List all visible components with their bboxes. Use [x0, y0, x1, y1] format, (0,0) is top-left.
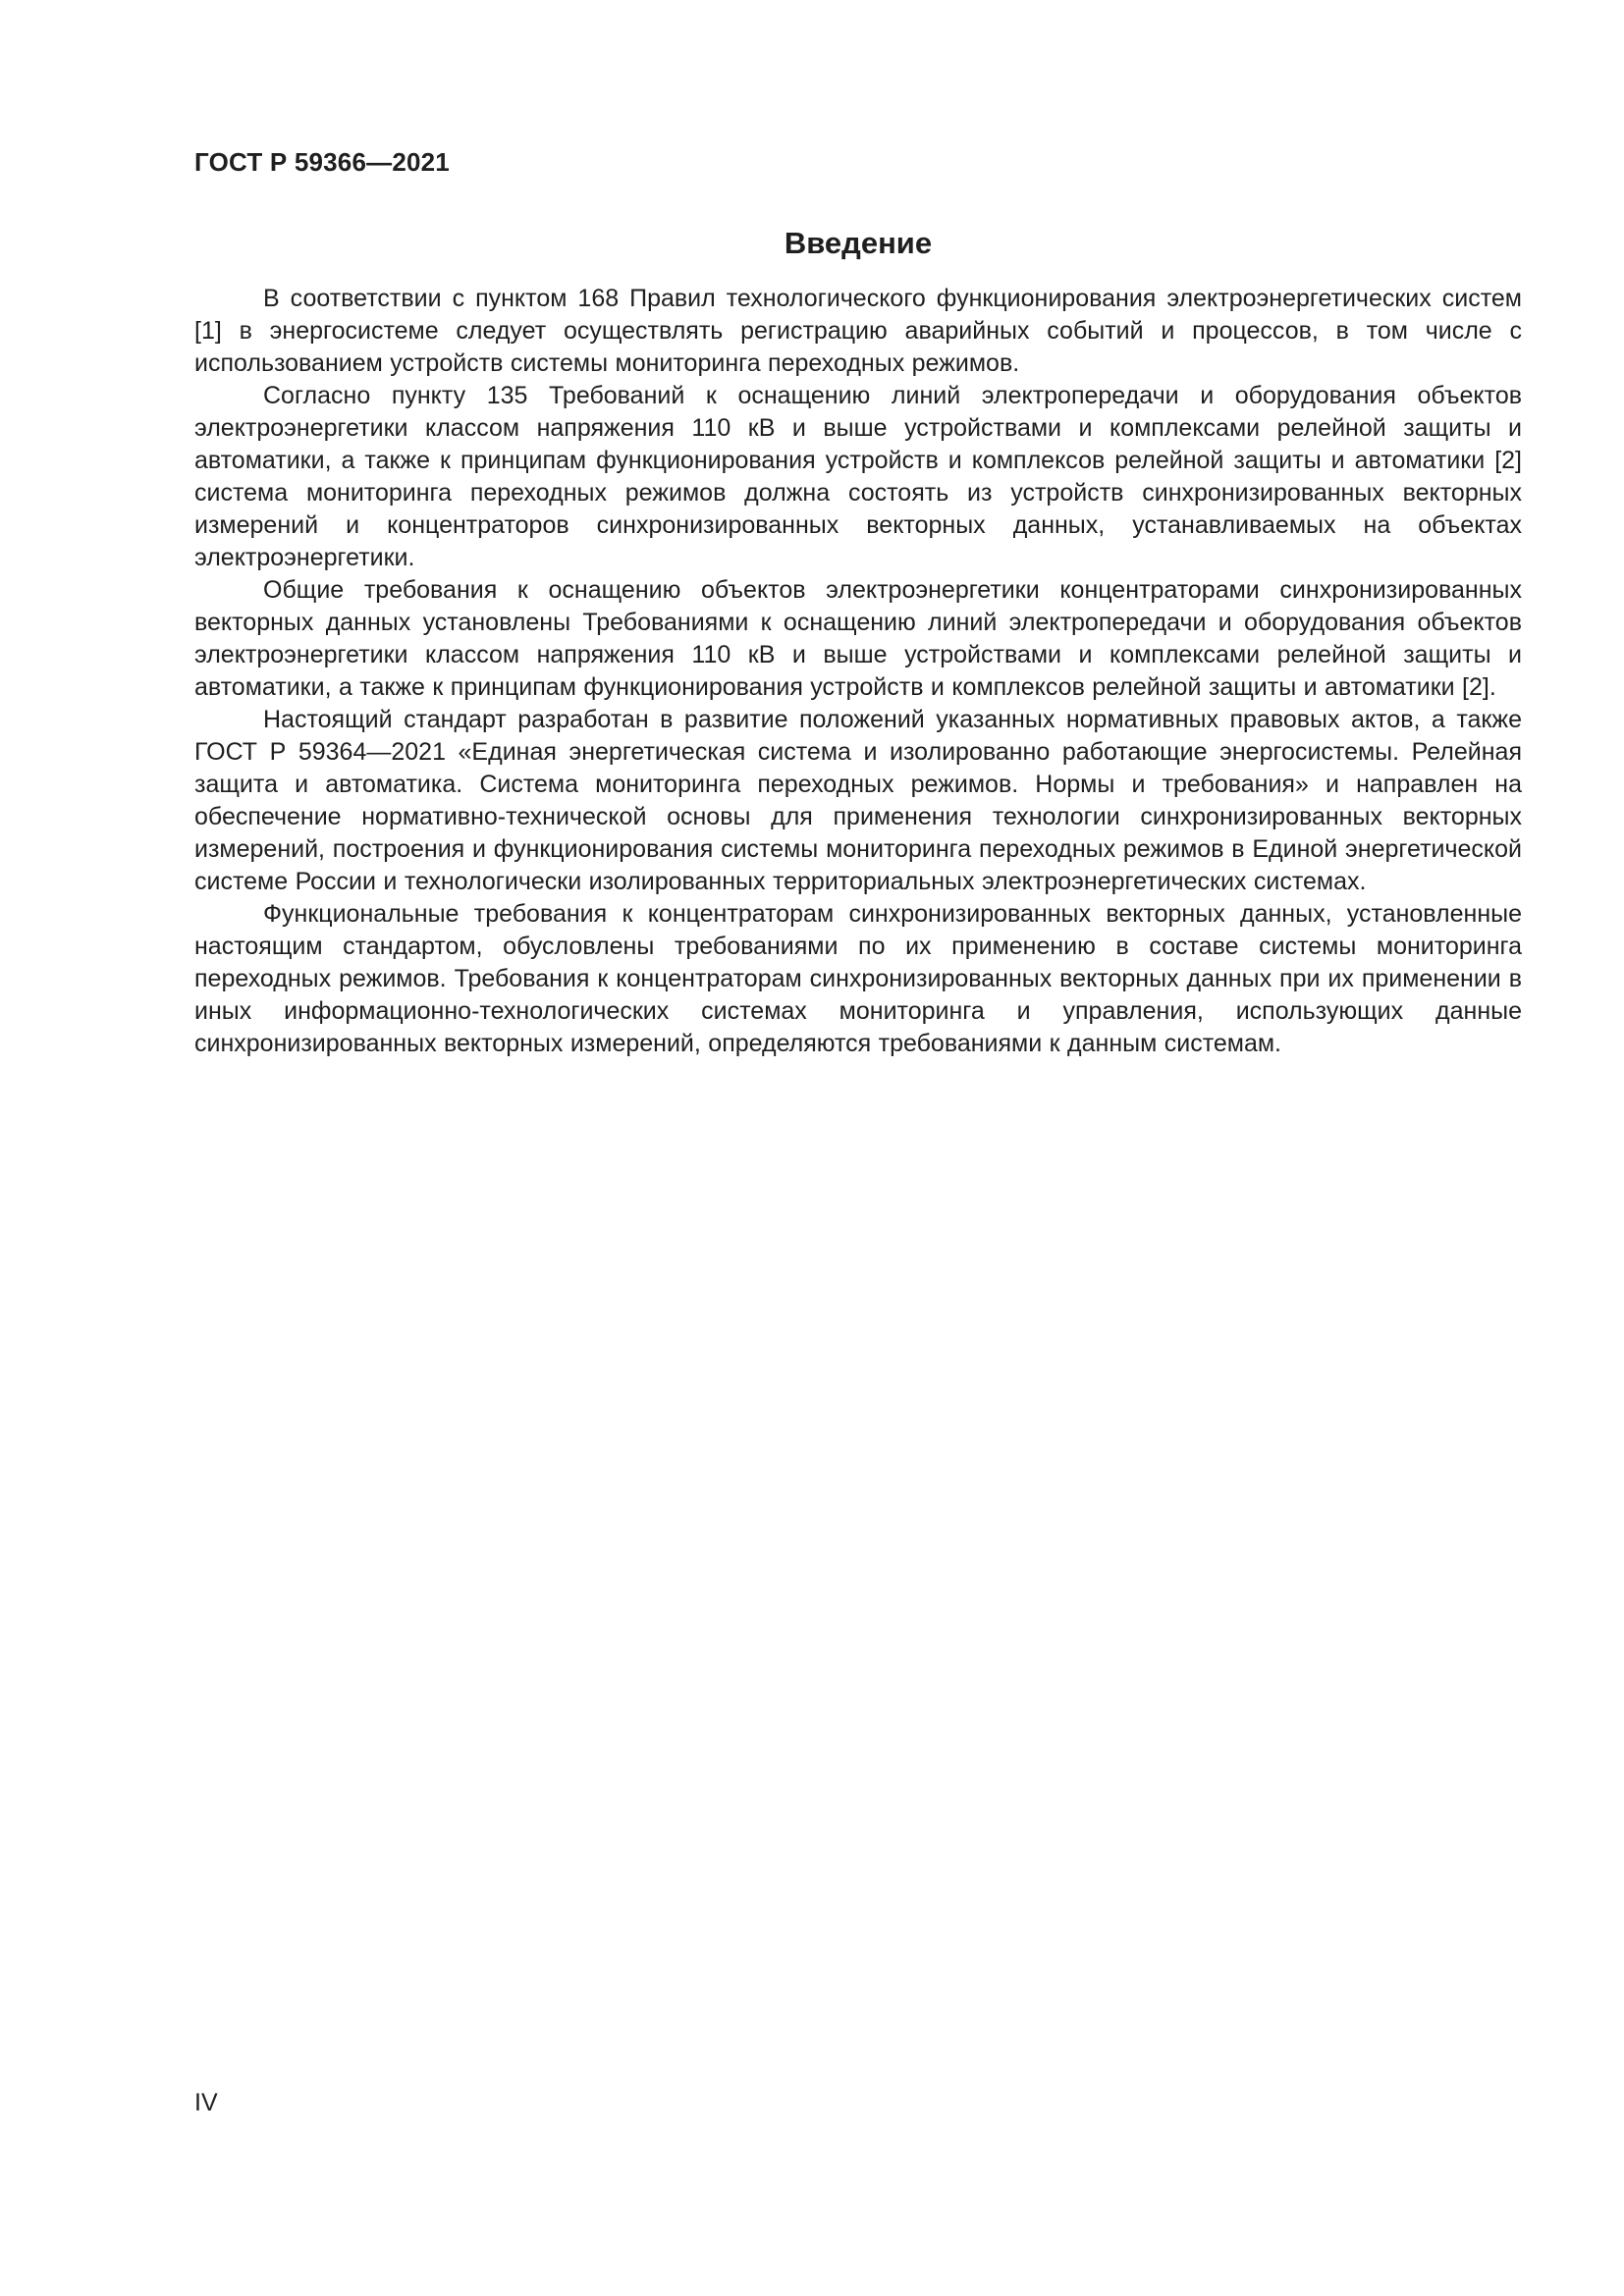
page-number: IV	[194, 2089, 218, 2116]
paragraph: Функциональные требования к концентраторам синхронизированных векторных данных, установленные настоящим стандартом, обусловлены требованиями по их применению в составе системы мониторинга переходных режимов. Требования к концентраторам синхронизированных векторных данных при их применении в иных информационно-технологических системах мониторинга и управления, использующих данные синхронизированных векторных измерений, определяются требованиями к данным системам.	[194, 900, 1522, 1057]
document-header: ГОСТ Р 59366—2021	[194, 147, 450, 177]
paragraph: Согласно пункту 135 Требований к оснащению линий электропередачи и оборудования объектов электроэнергетики классом напряжения 110 кВ и выше устройствами и комплексами релейной защиты и автоматики, а также к принципам функционирования устройств и комплексов релейной защиты и автоматики [2] система мониторинга переходных режимов должна состоять из устройств синхронизированных векторных измерений и концентраторов синхронизированных векторных данных, устанавливаемых на объектах электроэнергетики.	[194, 382, 1522, 571]
paragraph: Настоящий стандарт разработан в развитие положений указанных нормативных правовых актов, а также ГОСТ Р 59364—2021 «Единая энергетическая система и изолированно работающие энергосистемы. Релейная защита и автоматика. Система мониторинга переходных режимов. Нормы и требования» и направлен на обеспечение нормативно-технической основы для применения технологии синхронизированных векторных измерений, построения и функционирования системы мониторинга переходных режимов в Единой энергетической системе России и технологически изолированных территориальных электроэнергетических системах.	[194, 706, 1522, 895]
paragraph: В соответствии с пунктом 168 Правил технологического функционирования электроэнергетических систем [1] в энергосистеме следует осуществлять регистрацию аварийных событий и процессов, в том числе с использованием устройств системы мониторинга переходных режимов.	[194, 285, 1522, 377]
document-body	[194, 283, 1522, 1060]
section-title: Введение	[784, 226, 933, 260]
paragraph: Общие требования к оснащению объектов электроэнергетики концентраторами синхронизированных векторных данных установлены Требованиями к оснащению линий электропередачи и оборудования объектов электроэнергетики классом напряжения 110 кВ и выше устройствами и комплексами релейной защиты и автоматики, а также к принципам функционирования устройств и комплексов релейной защиты и автоматики [2].	[194, 576, 1522, 701]
